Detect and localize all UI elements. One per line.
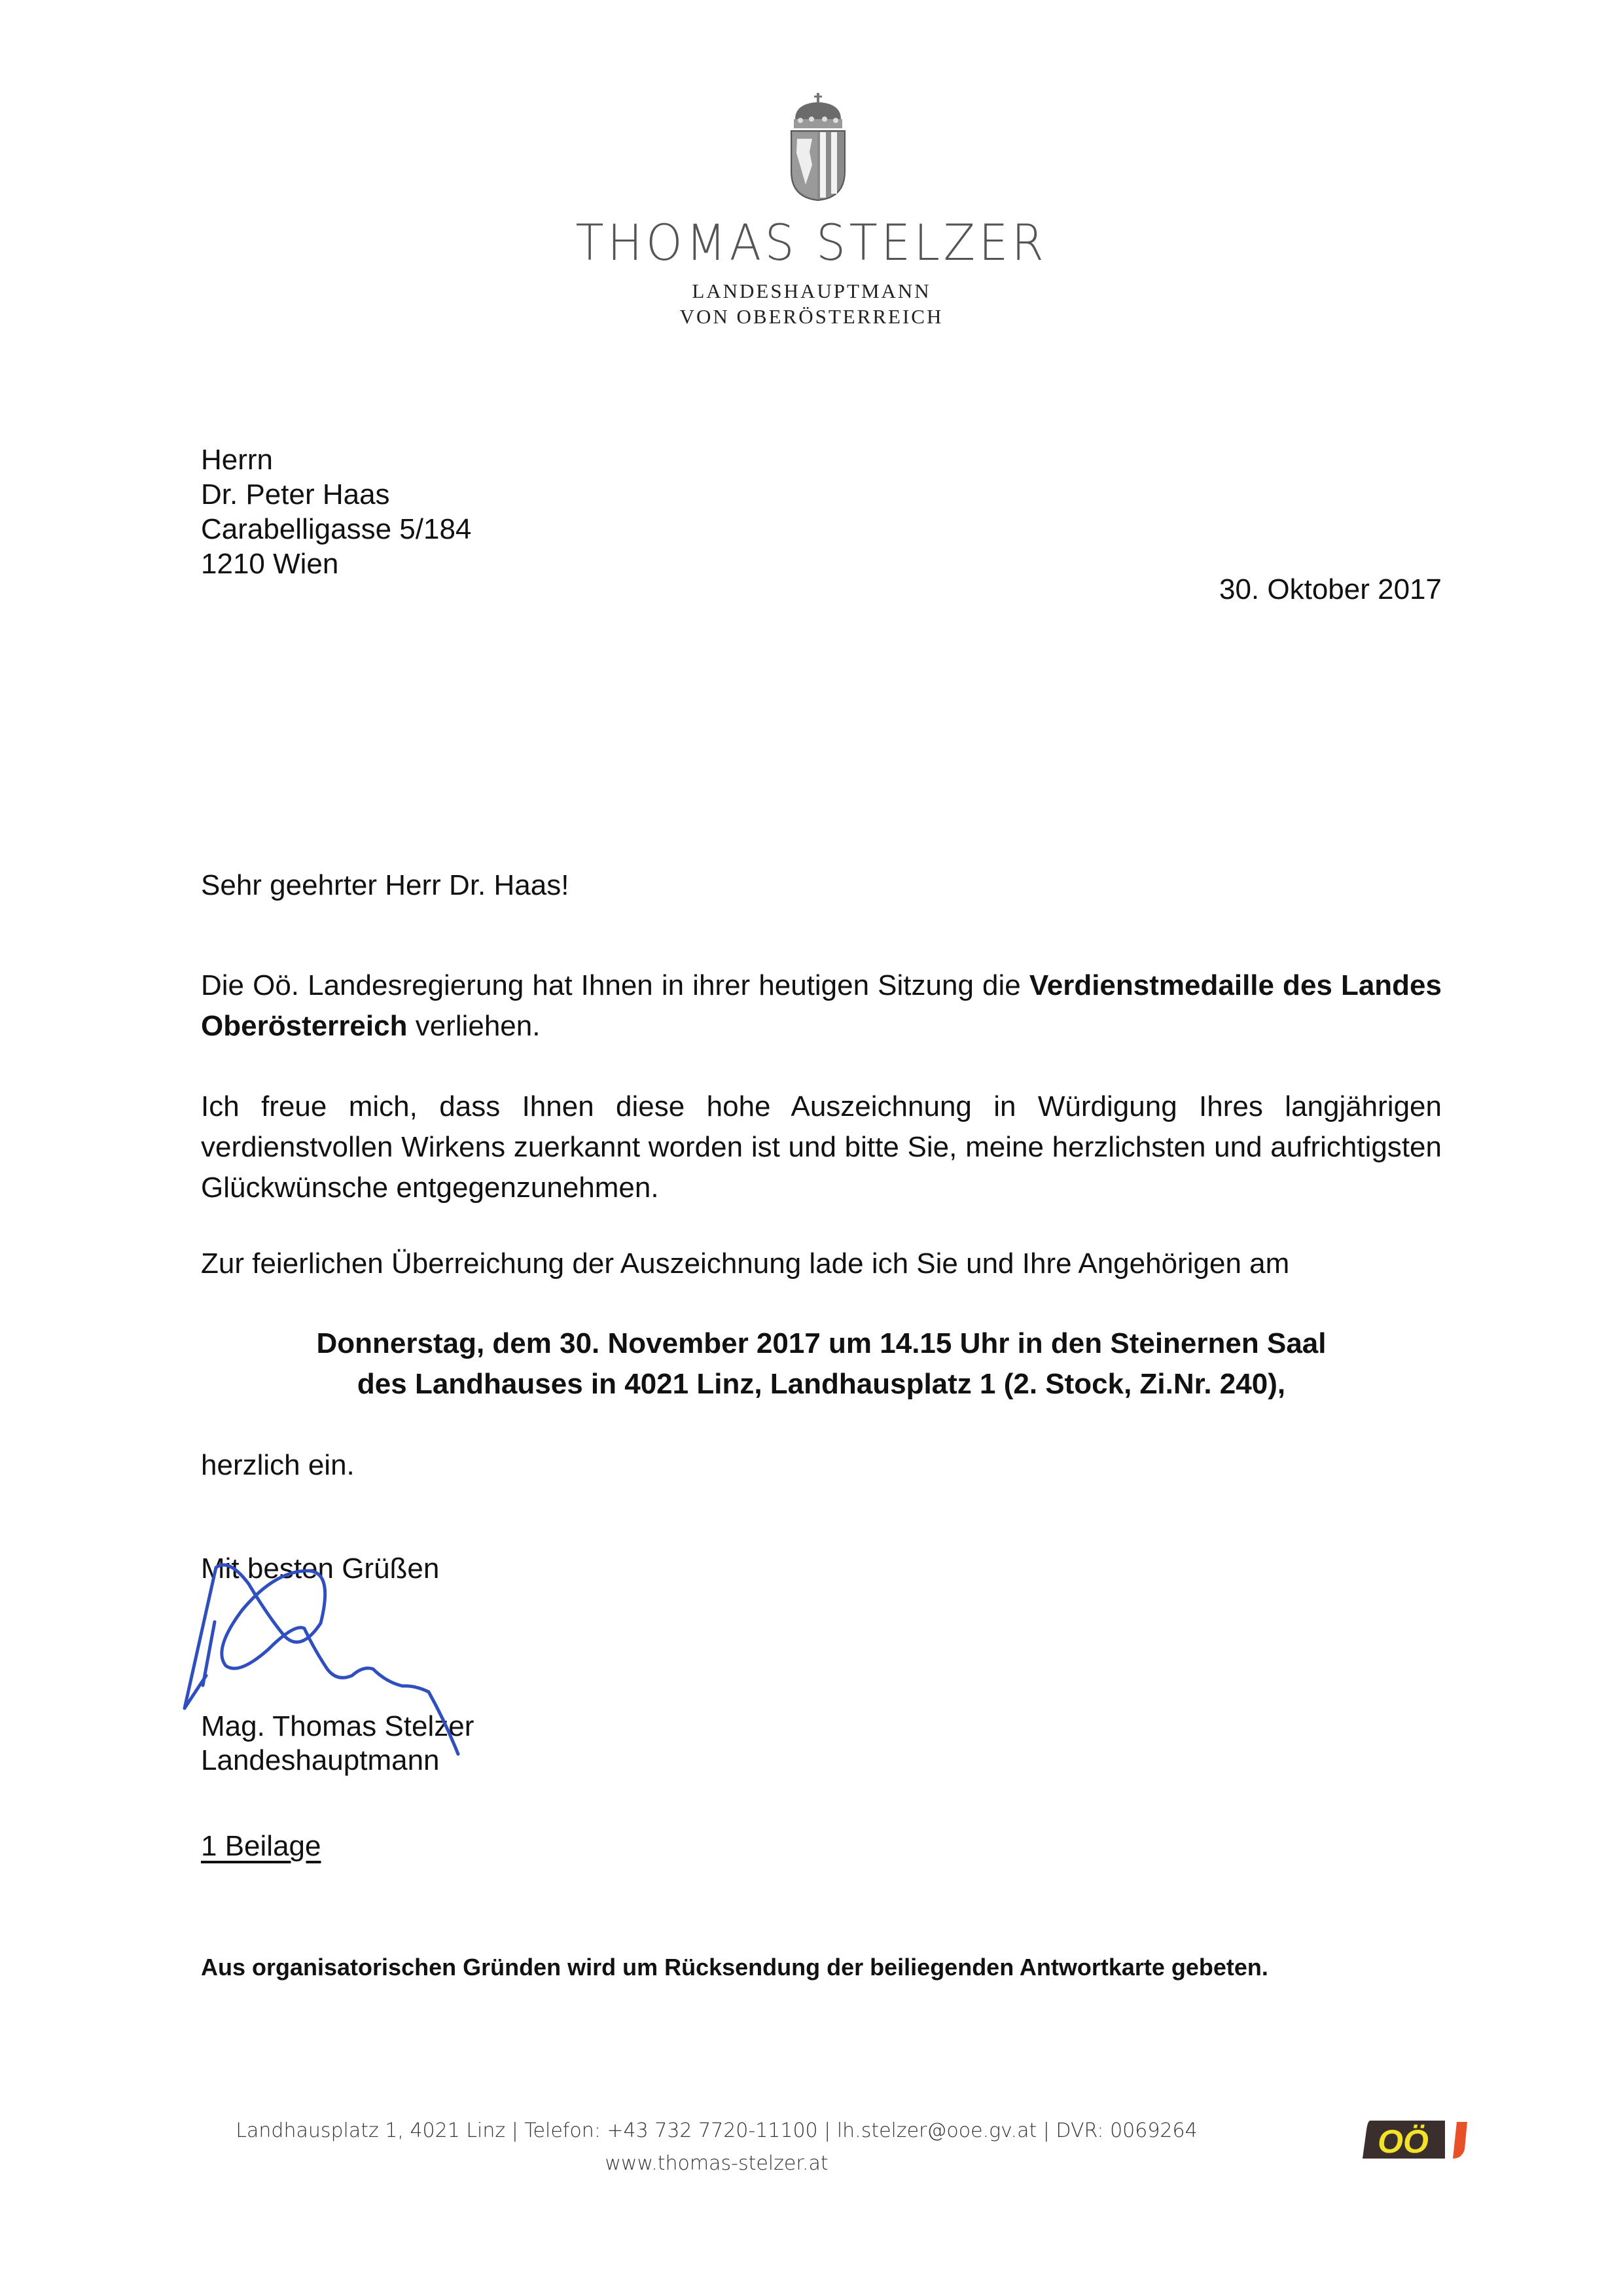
logo-text: OÖ bbox=[1378, 2123, 1429, 2160]
signer-title: Landeshauptmann bbox=[201, 1744, 440, 1776]
event-details bbox=[201, 1323, 1442, 1405]
coat-of-arms-icon bbox=[787, 93, 849, 202]
award-name: Verdienstmedaille des Landes Oberösterreich bbox=[201, 969, 1442, 1042]
footer-website[interactable]: www.thomas-stelzer.at bbox=[605, 2152, 829, 2175]
letterhead-region: VON OBERÖSTERREICH bbox=[679, 305, 944, 328]
salutation: Sehr geehrter Herr Dr. Haas! bbox=[201, 869, 569, 901]
recipient-street: Carabelligasse 5/184 bbox=[201, 513, 472, 545]
invitation-closing: herzlich ein. bbox=[201, 1449, 355, 1481]
recipient-name: Dr. Peter Haas bbox=[201, 478, 390, 511]
recipient-salutation-line: Herrn bbox=[201, 444, 274, 476]
enclosure-note: 1 Beilage bbox=[201, 1830, 321, 1862]
letterhead-title: LANDESHAUPTMANN bbox=[692, 279, 931, 302]
signer-name: Mag. Thomas Stelzer bbox=[201, 1710, 474, 1742]
reply-card-note: Aus organisatorischen Gründen wird um Rücksendung der beiliegenden Antwortkarte gebeten. bbox=[201, 1954, 1268, 1981]
paragraph-award bbox=[201, 965, 1442, 1047]
footer-contact: Landhausplatz 1, 4021 Linz | Telefon: +43 732 7720-11100 | lh.stelzer@ooe.gv.at | DVR: 0069264 bbox=[236, 2119, 1198, 2142]
event-line-date: Donnerstag, dem 30. November 2017 um 14.15 Uhr in den Steinernen Saal bbox=[316, 1327, 1327, 1359]
paragraph-award-end: verliehen. bbox=[407, 1010, 541, 1042]
event-line-location: des Landhauses in 4021 Linz, Landhausplatz 1 (2. Stock, Zi.Nr. 240), bbox=[357, 1368, 1286, 1400]
ooe-logo bbox=[1361, 2115, 1479, 2162]
greeting: Mit besten Grüßen bbox=[201, 1552, 440, 1585]
paragraph-invitation: Zur feierlichen Überreichung der Auszeichnung lade ich Sie und Ihre Angehörigen am bbox=[201, 1247, 1290, 1280]
recipient-city: 1210 Wien bbox=[201, 548, 339, 580]
letter-date: 30. Oktober 2017 bbox=[1219, 573, 1442, 605]
letterhead-name: THOMAS STELZER bbox=[575, 213, 1048, 272]
signer-block bbox=[201, 1710, 474, 1778]
recipient-address bbox=[201, 442, 471, 581]
paragraph-congratulations: Ich freue mich, dass Ihnen diese hohe Auszeichnung in Würdigung Ihres langjährigen verdienstvollen Wirkens zuerkannt worden ist und bitte Sie, meine herzlichsten und aufrichtigsten Glückwünsche entgegenzunehmen. bbox=[201, 1090, 1442, 1204]
paragraph-award-text: Die Oö. Landesregierung hat Ihnen in ihrer heutigen Sitzung die bbox=[201, 969, 1029, 1001]
